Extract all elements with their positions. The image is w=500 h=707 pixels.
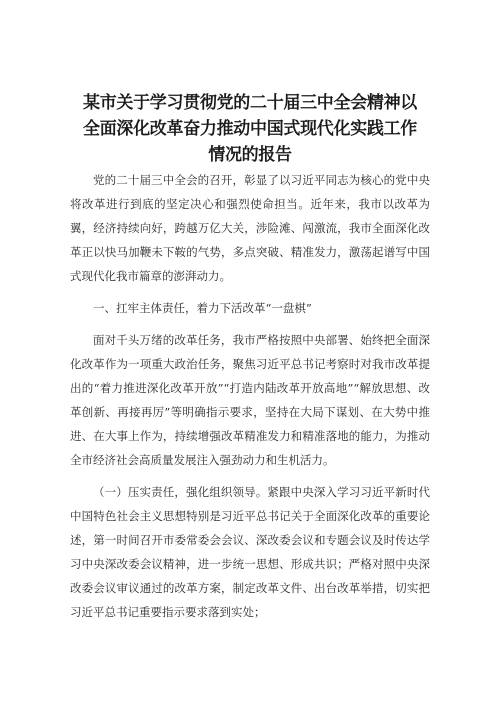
title-line-3: 情况的报告 [208,145,292,165]
title-line-2: 全面深化改革奋力推动中国式现代化实践工作 [83,119,417,139]
section-1-paragraph: 面对千头万绪的改革任务，我市严格按照中央部署、始终把全面深化改革作为一项重大政治任务，聚焦习近平总书记考察时对我市改革提出的“着力推进深化改革开放”“打造内陆改革开放高地”“解放思想、改革创新、再接再厉”等明确指示要求，坚持在大局下谋划、在大势中推进、在大事上作为，持续增强改革精准发力和精准落地的能力，为推动全市经济社会高质量发展注入强劲动力和生机活力。 [70,333,430,467]
document-body [70,168,430,624]
section-1-heading: 一、扛牢主体责任，着力下活改革“一盘棋” [93,301,312,315]
intro-paragraph: 党的二十届三中全会的召开，彰显了以习近平同志为核心的党中央将改革进行到底的坚定决心和强烈使命担当。近年来，我市以改革为翼，经济持续向好，跨越万亿大关，涉险滩、闯激流，我市全面深化改革正以快马加鞭未下鞍的气势，多点突破、精准发力，激荡起谱写中国式现代化我市篇章的澎湃动力。 [70,173,430,283]
document-title [60,90,440,168]
subsection-1-paragraph: （一）压实责任，强化组织领导。紧跟中央深入学习习近平新时代中国特色社会主义思想特别是习近平总书记关于全面深化改革的重要论述，第一时间召开市委常委会会议、深改委会议和专题会议及时传达学习中央深改委会议精神，进一步统一思想、形成共识；严格对照中央深改委会议审议通过的改革方案，制定改革文件、出台改革举措，切实把习近平总书记重要指示要求落到实处； [70,485,430,619]
title-line-1: 某市关于学习贯彻党的二十届三中全会精神以 [83,93,417,113]
